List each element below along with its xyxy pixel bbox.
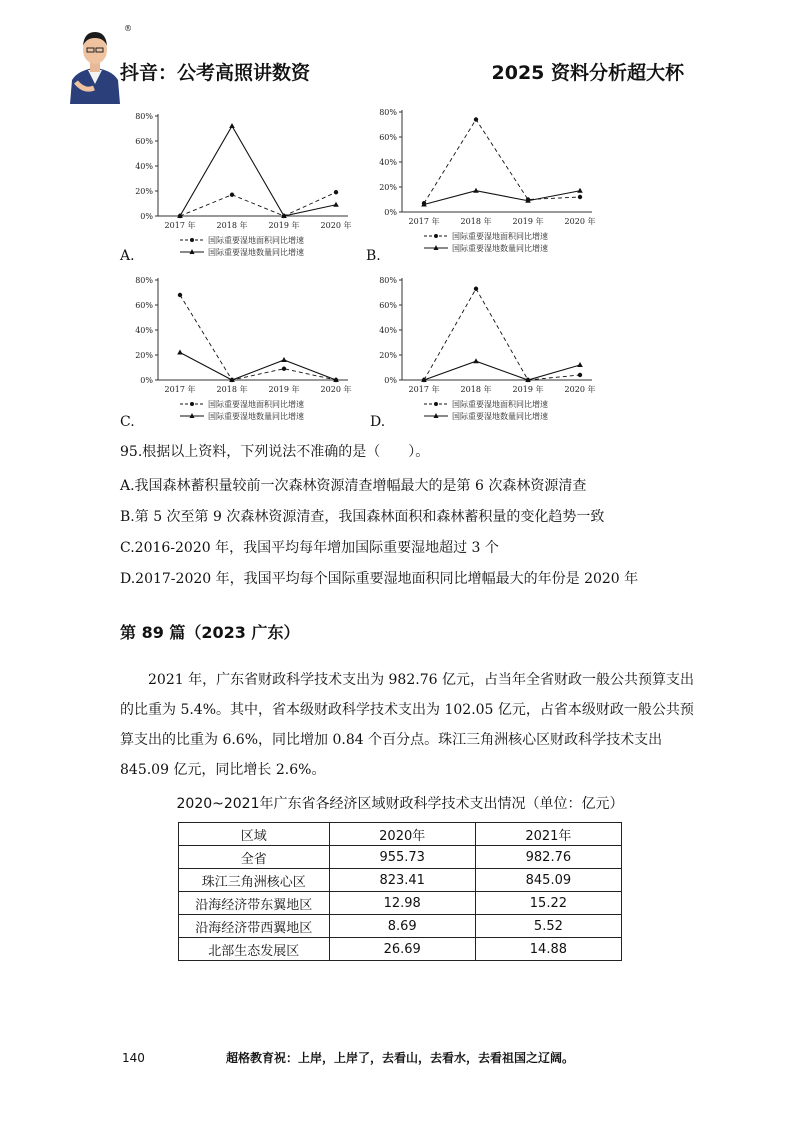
- table-row: [179, 915, 622, 938]
- legend-label: 国际重要湿地面积同比增速: [208, 400, 304, 409]
- chart-option-b: [364, 104, 604, 258]
- data-point: [178, 293, 182, 297]
- question-stem: 95.根据以上资料，下列说法不准确的是（ ）。: [120, 444, 430, 460]
- option-label-b: B.: [366, 248, 381, 264]
- registered-mark: ®: [124, 24, 132, 33]
- data-point: [474, 117, 478, 121]
- footer-motto: 超格教育祝：上岸，上岸了，去看山，去看水，去看祖国之辽阔。: [225, 1051, 574, 1065]
- data-table: [178, 822, 622, 961]
- y-tick-label: 20%: [379, 183, 397, 192]
- series-line: [424, 120, 580, 204]
- question-option: B.第 5 次至第 9 次森林资源清查，我国森林面积和森林蓄积量的变化趋势一致: [120, 509, 605, 525]
- table-cell: 15.22: [475, 892, 621, 915]
- table-cell: 26.69: [329, 938, 475, 961]
- y-tick-label: 0%: [140, 376, 153, 385]
- x-tick-label: 2020 年: [320, 385, 352, 394]
- y-tick-label: 20%: [135, 187, 153, 196]
- x-tick-label: 2019 年: [268, 385, 300, 394]
- chart-option-c: [120, 272, 360, 426]
- option-label-a: A.: [120, 248, 135, 264]
- series-line: [424, 289, 580, 380]
- legend-marker: [434, 234, 438, 238]
- y-tick-label: 20%: [135, 351, 153, 360]
- x-tick-label: 2017 年: [164, 385, 196, 394]
- table-cell: 845.09: [475, 869, 621, 892]
- table-cell: 14.88: [475, 938, 621, 961]
- series-line: [424, 191, 580, 205]
- section-paragraph: 2021 年，广东省财政科学技术支出为 982.76 亿元，占当年全省财政一般公共预算支出的比重为 5.4%。其中，省本级财政科学技术支出为 102.05 亿元，占省本级财政一般公共预算支出的比重为 6.6%，同比增加 0.84 个百分点。珠江三角洲核心区财政科学技术支出 845.09 亿元，同比增长 2.6%。: [120, 672, 694, 778]
- x-tick-label: 2018 年: [216, 221, 248, 230]
- y-tick-label: 0%: [384, 208, 397, 217]
- series-line: [180, 353, 336, 381]
- legend-label: 国际重要湿地数量同比增速: [452, 244, 548, 253]
- x-tick-label: 2017 年: [408, 217, 440, 226]
- chart-option-d: [364, 272, 604, 426]
- table-cell: 955.73: [329, 846, 475, 869]
- y-tick-label: 40%: [379, 326, 397, 335]
- x-tick-label: 2018 年: [460, 385, 492, 394]
- y-tick-label: 80%: [379, 108, 397, 117]
- table-cell: 8.69: [329, 915, 475, 938]
- chart-option-a: [120, 108, 360, 262]
- y-tick-label: 0%: [140, 212, 153, 221]
- data-point: [474, 287, 478, 291]
- legend-label: 国际重要湿地面积同比增速: [452, 400, 548, 409]
- table-row: [179, 938, 622, 961]
- section-title: 第 89 篇（2023 广东）: [120, 623, 300, 642]
- line-chart-svg: [120, 108, 360, 258]
- legend-label: 国际重要湿地数量同比增速: [208, 412, 304, 421]
- series-line: [180, 295, 336, 380]
- legend-label: 国际重要湿地数量同比增速: [208, 248, 304, 257]
- x-tick-label: 2017 年: [408, 385, 440, 394]
- table-cell: 12.98: [329, 892, 475, 915]
- x-tick-label: 2019 年: [268, 221, 300, 230]
- x-tick-label: 2020 年: [564, 385, 596, 394]
- y-tick-label: 80%: [135, 112, 153, 121]
- page-header: [0, 0, 800, 110]
- x-tick-label: 2020 年: [564, 217, 596, 226]
- x-tick-label: 2019 年: [512, 217, 544, 226]
- line-chart-svg: [364, 104, 604, 254]
- table-cell: 珠江三角洲核心区: [179, 869, 330, 892]
- legend-label: 国际重要湿地面积同比增速: [208, 236, 304, 245]
- line-chart-svg: [364, 272, 604, 422]
- series-line: [180, 192, 336, 216]
- y-tick-label: 40%: [379, 158, 397, 167]
- y-tick-label: 20%: [379, 351, 397, 360]
- data-point: [230, 193, 234, 197]
- table-cell: 823.41: [329, 869, 475, 892]
- y-tick-label: 80%: [135, 276, 153, 285]
- line-chart-svg: [120, 272, 360, 422]
- data-point: [177, 350, 183, 355]
- y-tick-label: 60%: [379, 133, 397, 142]
- y-tick-label: 80%: [379, 276, 397, 285]
- legend-marker: [190, 402, 194, 406]
- legend-marker: [434, 402, 438, 406]
- header-channel-title: 抖音：公考高照讲数资: [120, 62, 311, 84]
- option-label-c: C.: [120, 414, 135, 430]
- data-point: [333, 202, 339, 207]
- table-cell: 982.76: [475, 846, 621, 869]
- option-label-d: D.: [370, 414, 386, 430]
- question-option: D.2017-2020 年，我国平均每个国际重要湿地面积同比增幅最大的年份是 2020 年: [120, 571, 639, 587]
- y-tick-label: 40%: [135, 326, 153, 335]
- x-tick-label: 2017 年: [164, 221, 196, 230]
- table-row: [179, 869, 622, 892]
- data-point: [473, 358, 479, 363]
- table-cell: 北部生态发展区: [179, 938, 330, 961]
- table-title: 2020~2021年广东省各经济区域财政科学技术支出情况（单位：亿元）: [176, 796, 624, 812]
- table-cell: 5.52: [475, 915, 621, 938]
- data-point: [577, 188, 583, 193]
- table-cell: 全省: [179, 846, 330, 869]
- legend-label: 国际重要湿地面积同比增速: [452, 232, 548, 241]
- data-point: [281, 357, 287, 362]
- x-tick-label: 2018 年: [460, 217, 492, 226]
- legend-label: 国际重要湿地数量同比增速: [452, 412, 548, 421]
- column-header: 2020年: [329, 823, 475, 846]
- author-avatar: [66, 22, 124, 104]
- table-cell: 沿海经济带东翼地区: [179, 892, 330, 915]
- legend-marker: [190, 238, 194, 242]
- table-row: [179, 846, 622, 869]
- data-point: [578, 195, 582, 199]
- y-tick-label: 40%: [135, 162, 153, 171]
- data-point: [282, 367, 286, 371]
- x-tick-label: 2020 年: [320, 221, 352, 230]
- data-point: [577, 362, 583, 367]
- data-point: [578, 373, 582, 377]
- table-cell: 沿海经济带西翼地区: [179, 915, 330, 938]
- question-option: A.我国森林蓄积量较前一次森林资源清查增幅最大的是第 6 次森林资源清查: [120, 478, 587, 494]
- y-tick-label: 60%: [379, 301, 397, 310]
- y-tick-label: 60%: [135, 137, 153, 146]
- question-option: C.2016-2020 年，我国平均每年增加国际重要湿地超过 3 个: [120, 540, 499, 556]
- page-number: 140: [122, 1051, 145, 1065]
- header-book-title: 2025 资料分析超大杯: [491, 62, 684, 84]
- x-tick-label: 2018 年: [216, 385, 248, 394]
- data-point: [229, 123, 235, 128]
- table-header-row: [179, 823, 622, 846]
- y-tick-label: 0%: [384, 376, 397, 385]
- data-point: [473, 188, 479, 193]
- x-tick-label: 2019 年: [512, 385, 544, 394]
- column-header: 区域: [179, 823, 330, 846]
- table-row: [179, 892, 622, 915]
- y-tick-label: 60%: [135, 301, 153, 310]
- data-point: [334, 190, 338, 194]
- column-header: 2021年: [475, 823, 621, 846]
